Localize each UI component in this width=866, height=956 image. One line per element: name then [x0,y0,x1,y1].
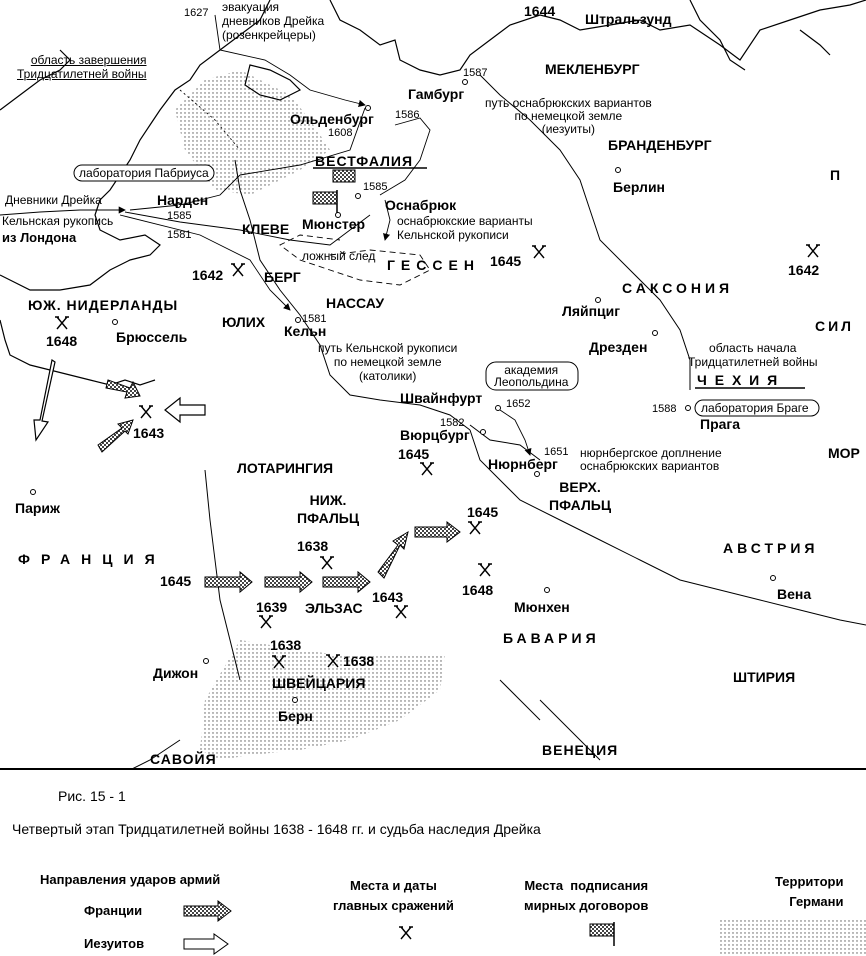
drake-evac-label: эвакуация дневников Дрейка (розенкрейцеры) [222,0,325,42]
figure-caption: Четвертый этап Тридцатилетней войны 1638 - 1648 гг. и судьба наследия Дрейка [12,821,541,837]
year-1586: 1586 [395,109,420,121]
cologne-manuscript-label: Кельнская рукопись [2,214,114,228]
region-julich: ЮЛИХ [222,314,266,330]
year-1581b: 1581 [302,313,327,325]
battle-year-1643: 1643 [133,425,165,441]
jesuit-path-label: путь оснабрюкских вариантов по немецкой земле (иезуиты) [485,96,652,136]
battle-year-1643e: 1643 [372,589,404,605]
legend-treaties-label: Места подписания мирных договоров [524,878,649,913]
region-hessen: ГЕССЕН [387,257,480,273]
city-cologne: Кельн [284,323,327,339]
region-mecklenburg: МЕКЛЕНБУРГ [545,61,640,77]
city-munster: Мюнстер [302,216,366,232]
region-westfalia: ВЕСТФАЛИЯ [315,153,414,169]
city-naarden: Нарден [157,192,209,208]
city-wurzburg: Вюрцбург [400,427,470,443]
city-dijon: Дижон [153,665,199,681]
year-1644: 1644 [524,3,556,19]
legend-attack-directions: Направления ударов армий [40,872,221,887]
brahe-lab-label: лаборатория Браге [701,401,809,415]
legend-france-arrow [184,901,231,921]
battle-year-1645w: 1645 [398,446,430,462]
year-1652: 1652 [506,398,531,410]
city-dresden: Дрезден [589,339,648,355]
war-start-label: область начала Тридцатилетней войны [688,341,818,369]
region-alsace: ЭЛЬЗАС [305,600,363,616]
city-schweinfurt: Швайнфурт [400,390,483,406]
year-1608: 1608 [328,127,353,139]
city-bern: Берн [278,708,313,724]
year-1581a: 1581 [167,229,192,241]
legend-france-label: Франции [84,903,143,918]
year-1651: 1651 [544,446,569,458]
legend-territory-swatch [720,920,866,954]
city-berlin: Берлин [613,179,666,195]
year-1585b: 1585 [167,210,192,222]
region-nassau: НАССАУ [326,295,385,311]
region-saxony: САКСОНИЯ [622,280,734,296]
osnabruck-variants-label: оснабрюкские варианты Кельнской рукописи [397,214,533,242]
city-brussels: Брюссель [116,329,188,345]
battle-year-1642e: 1642 [788,262,820,278]
region-upper-palatinate: ВЕРХ. ПФАЛЬЦ [549,479,612,513]
battle-year-1648nl: 1648 [46,333,78,349]
region-lower-palatinate: НИЖ. ПФАЛЬЦ [297,492,360,526]
figure-number: Рис. 15 - 1 [58,788,126,804]
region-pomerania-partial: П [830,167,841,183]
city-oldenburg: Ольденбург [290,111,374,127]
region-venice: ВЕНЕЦИЯ [542,742,619,758]
city-hamburg: Гамбург [408,86,465,102]
region-bavaria: БАВАРИЯ [503,630,600,646]
region-south-netherlands: ЮЖ. НИДЕРЛАНДЫ [28,297,179,313]
battle-year-1638s2: 1638 [343,653,375,669]
year-1627: 1627 [184,7,209,19]
battle-year-1639: 1639 [256,599,288,615]
war-end-label: область завершения Тридцатилетней войны [17,53,147,81]
battle-year-1638a: 1638 [297,538,329,554]
city-paris: Париж [15,500,60,516]
year-1588: 1588 [652,403,677,415]
legend-battle-mark [399,927,413,939]
region-switzerland: ШВЕЙЦАРИЯ [272,675,366,691]
region-kleve: КЛЕВЕ [242,221,290,237]
region-brandenburg: БРАНДЕНБУРГ [608,137,712,153]
city-stralsund: Штральзунд [585,11,672,27]
city-nuremberg: Нюрнберг [488,456,558,472]
year-1587: 1587 [463,67,488,79]
drake-diaries-label: Дневники Дрейка [5,193,102,207]
nuremberg-addition-label: нюрнбергское доплнение оснабрюкских вариантов [580,446,722,473]
city-leipzig: Ляйпциг [562,303,621,319]
city-osnabruck: Оснабрюк [385,197,457,213]
city-vienna: Вена [777,586,812,602]
false-trail-label: ложный след [302,249,376,263]
city-munich: Мюнхен [514,599,570,615]
region-styria: ШТИРИЯ [733,669,796,685]
battle-year-1648b: 1648 [462,582,494,598]
battle-year-1638s1: 1638 [270,637,302,653]
region-moravia-partial: МОР [828,445,860,461]
battle-year-1645p: 1645 [467,504,499,520]
from-london-label: из Лондона [2,230,77,245]
city-prague: Прага [700,416,741,432]
region-chechia: Ч Е Х И Я [697,372,780,388]
legend-territory-label: Территори Германи [775,874,844,909]
year-1585a: 1585 [363,181,388,193]
pabrius-lab-label: лаборатория Пабриуса [79,166,209,180]
leopoldina-label: академия Леопольдина [494,363,569,389]
region-savoy: САВОЙЯ [150,751,217,767]
catholic-path-label: путь Кельнской рукописи по немецкой земле (католики) [318,341,458,383]
region-france: ФРАНЦИЯ [18,551,166,567]
year-1582: 1582 [440,417,465,429]
battle-year-1645h: 1645 [490,253,522,269]
region-berg: БЕРГ [264,269,301,285]
legend-battles-label: Места и даты главных сражений [333,878,454,913]
legend-treaty-flag [590,922,614,946]
region-austria: АВСТРИЯ [723,540,819,556]
battle-year-1645f: 1645 [160,573,192,589]
battle-year-1642w: 1642 [192,267,224,283]
region-lorraine: ЛОТАРИНГИЯ [237,460,334,476]
legend-jesuit-arrow [184,934,228,954]
legend-jesuits-label: Иезуитов [84,936,145,951]
region-silesia-partial: СИЛ [815,318,854,334]
